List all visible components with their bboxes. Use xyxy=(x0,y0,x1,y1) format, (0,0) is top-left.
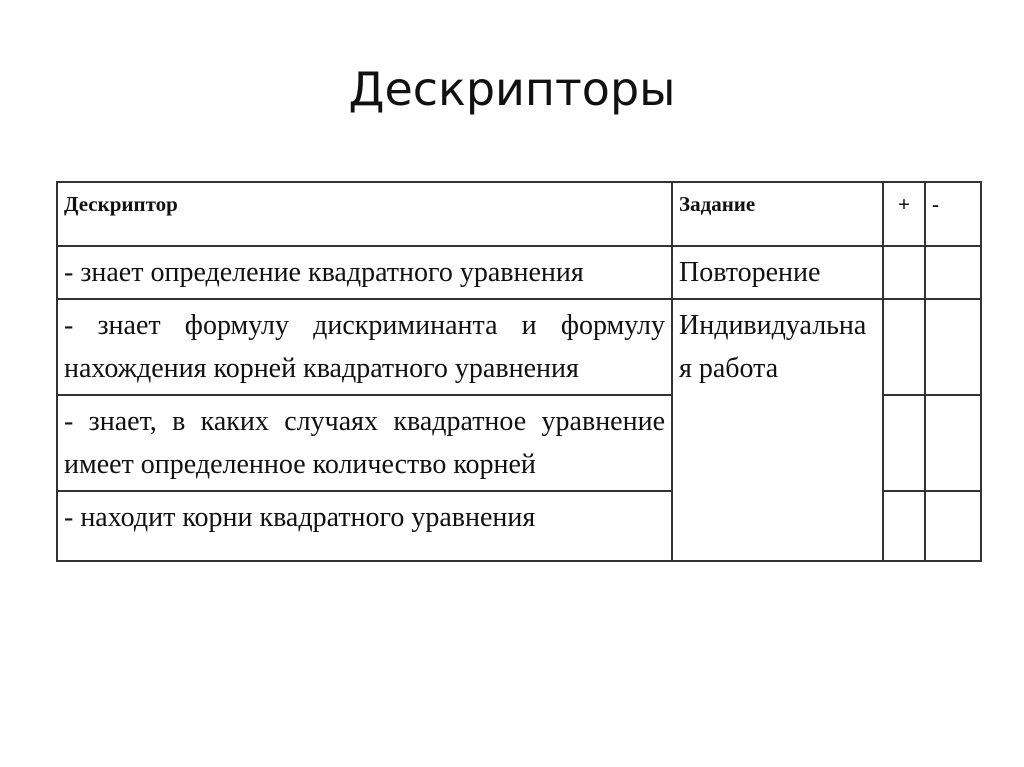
task-cell: Повторение xyxy=(672,246,883,299)
task-cell: Индивидуальная работа xyxy=(672,299,883,561)
header-minus: - xyxy=(925,182,981,246)
header-descriptor: Дескриптор xyxy=(57,182,672,246)
minus-cell[interactable] xyxy=(925,491,981,561)
descriptors-table xyxy=(56,181,982,562)
table-row xyxy=(57,246,981,299)
minus-cell[interactable] xyxy=(925,246,981,299)
minus-cell[interactable] xyxy=(925,395,981,491)
table-header-row xyxy=(57,182,981,246)
descriptor-cell: - знает формулу дискриминанта и формулу нахождения корней квадратного уравнения xyxy=(57,299,672,395)
plus-cell[interactable] xyxy=(883,246,925,299)
descriptor-cell: - знает определение квадратного уравнения xyxy=(57,246,672,299)
table-row xyxy=(57,299,981,395)
descriptor-cell: - находит корни квадратного уравнения xyxy=(57,491,672,561)
plus-cell[interactable] xyxy=(883,491,925,561)
descriptor-cell: - знает, в каких случаях квадратное уравнение имеет определенное количество корней xyxy=(57,395,672,491)
header-plus: + xyxy=(883,182,925,246)
plus-cell[interactable] xyxy=(883,395,925,491)
minus-cell[interactable] xyxy=(925,299,981,395)
slide-title: Дескрипторы xyxy=(348,62,676,116)
plus-cell[interactable] xyxy=(883,299,925,395)
header-task: Задание xyxy=(672,182,883,246)
